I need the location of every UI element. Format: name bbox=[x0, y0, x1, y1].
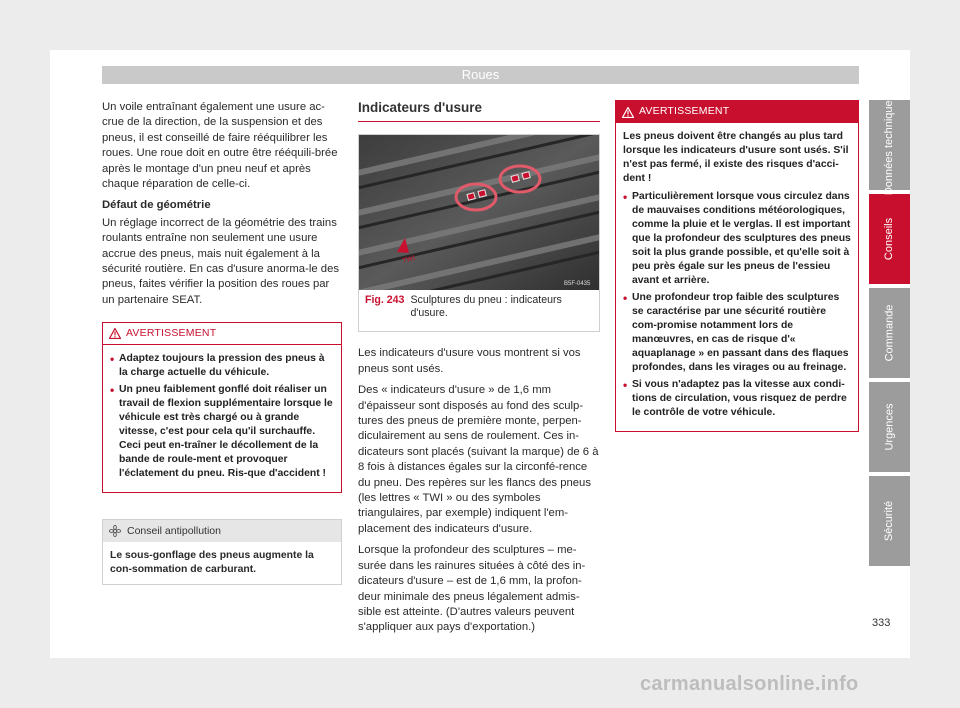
geometry-paragraph: Un réglage incorrect de la géométrie des trains roulants entraîne non seulement une usure accrue des pneus, mais nuit également à la sécurité routière. En cas d'usure anorma-le des pneus, faites vérifier la position des roues par un partenaire SEAT. bbox=[102, 216, 339, 306]
tab-securite[interactable]: Sécurité bbox=[869, 476, 910, 566]
tab-donnees-techniques[interactable]: Données techniques bbox=[869, 100, 910, 190]
warning-triangle-icon bbox=[622, 107, 634, 118]
warning-header bbox=[103, 323, 341, 345]
warning-intro: Les pneus doivent être changés au plus tard lorsque les indicateurs d'usure sont usés. S'il n'est pas fermé, il existe des risques d'acci-dent ! bbox=[623, 131, 849, 184]
side-tab-nav bbox=[869, 94, 910, 570]
figure-caption bbox=[359, 290, 599, 324]
figure-number: Fig. 243 bbox=[365, 294, 405, 307]
warning-item: • Si vous n'adaptez pas la vitesse aux condi-tions de circulation, vous risquez de perdre le contrôle de votre véhicule. bbox=[623, 378, 851, 420]
middle-column bbox=[358, 100, 600, 642]
eco-tip-text: Le sous-gonflage des pneus augmente la con-sommation de carburant. bbox=[110, 550, 314, 576]
warning-box-pressure bbox=[102, 322, 342, 493]
page-number: 333 bbox=[872, 617, 891, 629]
figure-243 bbox=[358, 134, 600, 332]
warning-title: AVERTISSEMENT bbox=[639, 105, 730, 118]
warning-body bbox=[103, 345, 341, 492]
twi-marking: TWI bbox=[401, 255, 416, 266]
warning-title: AVERTISSEMENT bbox=[126, 327, 217, 340]
leaf-flower-icon bbox=[109, 525, 121, 537]
warning-item: • Adaptez toujours la pression des pneus à la charge actuelle du véhicule. bbox=[110, 352, 334, 380]
tab-commande[interactable]: Commande bbox=[869, 288, 910, 378]
paragraph: Des « indicateurs d'usure » de 1,6 mm d'épaisseur sont disposés au fond des sculp-tures des pneus de première monte, perpen-diculairement au sens de roulement. Ces in-dicateurs sont placés (suivant la marque) de 6 à 8 fois à distances égales sur la circonfé-rence du pneu. Des repères sur les flancs des pneus (les lettres « TWI » ou des symboles triangulaires, par exemple) indiquent l'em-placement des indicateurs d'usure. bbox=[358, 384, 599, 535]
footer-watermark: carmanualsonline.info bbox=[640, 673, 859, 695]
paragraph: Lorsque la profondeur des sculptures – me-surée dans les rainures situées à côté des in-dicateurs d'usure – est de 1,6 mm, la profon-deur minimale des pneus légalement admis-sible est atteinte. (D'autres valeurs peuvent s'appliquer aux pays d'exportation.) bbox=[358, 544, 586, 634]
warning-item: • Particulièrement lorsque vous circulez dans de mauvaises conditions météorologiques, comme la pluie et le verglas. Il est important que la profondeur des sculptures des pneus soit la plus grande possible, et qu'elle soit à peu près égale sur les pneus de l'essieu avant et arrière. bbox=[623, 190, 851, 288]
eco-tip-box bbox=[102, 519, 342, 585]
warning-item: • Une profondeur trop faible des sculptures se caractérise par une sécurité routière com-promise notamment lors de manœuvres, en cas de risque d'« aquaplanage » en passant dans des flaques profondes, dans les virages ou au freinage. bbox=[623, 291, 851, 375]
warning-item: • Un pneu faiblement gonflé doit réaliser un travail de flexion supplémentaire lorsque le véhicule est très chargé ou à grande vitesse, c'est pour cela qu'il surchauffe. Ceci peut en-traîner le décollement de la bande de roule-ment et provoquer l'éclatement du pneu. Ris-que d'accident ! bbox=[110, 383, 334, 481]
figure-caption-text: Sculptures du pneu : indicateurs d'usure. bbox=[410, 294, 562, 320]
warning-body bbox=[616, 123, 858, 431]
section-title: Indicateurs d'usure bbox=[358, 100, 600, 122]
warning-box-wear bbox=[615, 100, 859, 432]
warning-header bbox=[616, 101, 858, 123]
subheading-geometry: Défaut de géométrie bbox=[102, 199, 211, 212]
image-code: B5F-0435 bbox=[564, 281, 591, 288]
chapter-header: Roues bbox=[102, 66, 859, 84]
paragraph: Les indicateurs d'usure vous montrent si vos pneus sont usés. bbox=[358, 347, 581, 375]
eco-tip-title: Conseil antipollution bbox=[127, 524, 221, 537]
left-column bbox=[102, 100, 342, 585]
tab-conseils[interactable]: Conseils bbox=[869, 194, 910, 284]
intro-paragraph: Un voile entraînant également une usure ac-crue de la direction, de la suspension et des pneus, il est conseillé de faire rééquilibrer les roues. Une roue doit en outre être rééquili-brée après le montage d'un pneu neuf et après chaque réparation de celle-ci. bbox=[102, 101, 338, 191]
eco-tip-header bbox=[103, 520, 341, 542]
tire-tread-illustration bbox=[359, 135, 599, 290]
warning-triangle-icon bbox=[109, 328, 121, 339]
tab-urgences[interactable]: Urgences bbox=[869, 382, 910, 472]
right-column bbox=[615, 100, 859, 432]
